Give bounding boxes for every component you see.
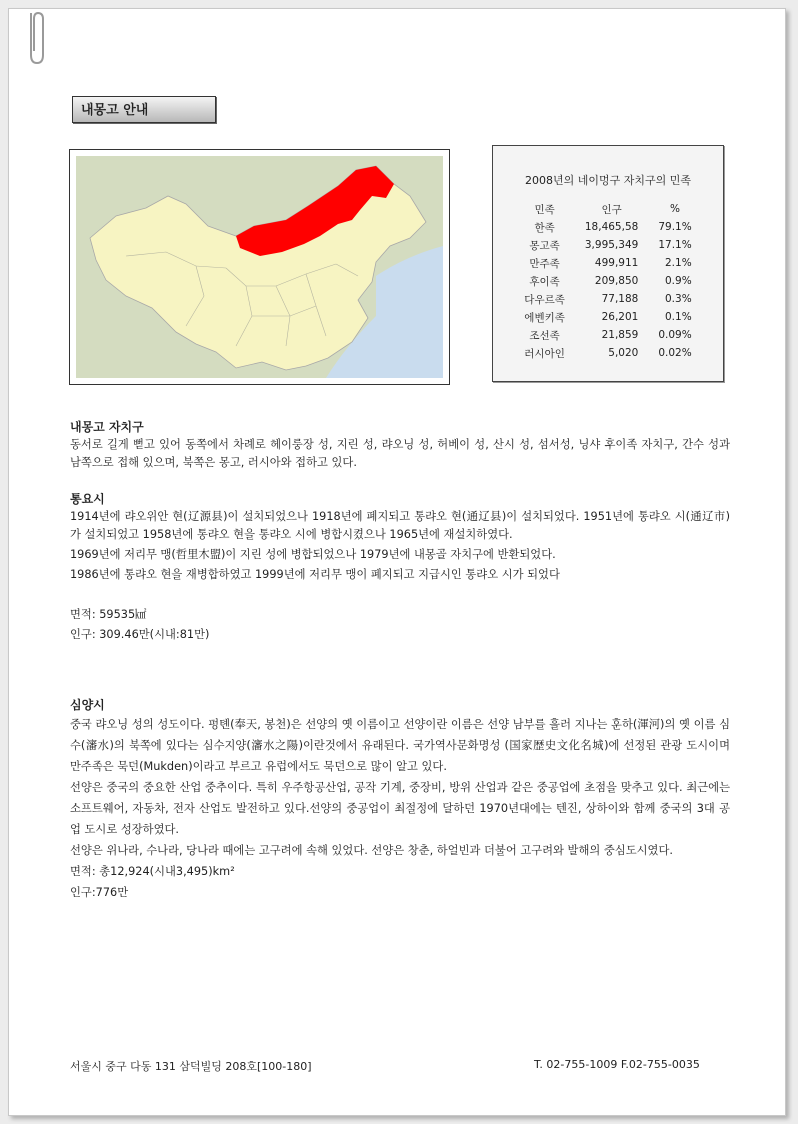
ethnicity-cell: 만주족	[529, 257, 560, 270]
section-body: 동서로 길게 뻗고 있어 동쪽에서 차례로 헤이룽장 성, 지린 성, 랴오닝 성, 허베이 성, 산시 성, 섬서성, 닝샤 후이족 자치구, 간수 성과 남쪽으로 접해 있으며, 북쪽은 몽고, 러시아와 접하고 있다.	[70, 438, 730, 469]
section-shenyang	[70, 696, 730, 903]
section-tongliao	[70, 490, 730, 644]
paragraph: 선양은 중국의 중요한 산업 중추이다. 특히 우주항공산업, 공작 기계, 중장비, 방위 산업과 같은 중공업에 초점을 맞추고 있다. 최근에는 소프트웨어, 자동차, 전자 산업도 발전하고 있다.선양의 중공업이 최절정에 달하던 1970년대에는 텐진, 상하이와 함께 중국의 3대 공업 도시로 성장하였다.	[70, 781, 730, 836]
section-title: 내몽고 자치구	[70, 420, 144, 434]
section-title: 심양시	[70, 698, 105, 712]
ethnic-table	[514, 200, 701, 362]
ethnicity-cell: 후이족	[529, 275, 560, 288]
ethnicity-cell: 몽고족	[529, 239, 560, 252]
section-title: 통요시	[70, 492, 105, 506]
page-heading: 내몽고 안내	[72, 96, 216, 123]
ethnicity-cell: 러시아인	[524, 347, 565, 360]
population-info: 인구: 309.46만(시내:81만)	[70, 628, 210, 641]
table-header-row	[514, 200, 701, 218]
percent-cell: 0.02%	[658, 347, 692, 359]
population-cell: 209,850	[594, 275, 639, 287]
table-row	[514, 308, 701, 326]
ethnicity-cell: 다우르족	[524, 293, 565, 306]
china-map	[69, 149, 450, 385]
paperclip-icon	[23, 9, 47, 69]
ethnic-population-table	[492, 145, 724, 382]
map-illustration	[76, 156, 443, 378]
percent-cell: 0.1%	[665, 311, 692, 323]
table-row	[514, 236, 701, 254]
col-header-population: 인구	[601, 203, 622, 216]
table-row	[514, 218, 701, 236]
area-info: 면적: 59535㎢	[70, 608, 147, 621]
ethnicity-cell: 한족	[534, 221, 555, 234]
percent-cell: 0.3%	[665, 293, 692, 305]
area-info: 면적: 총12,924(시내3,495)km²	[70, 865, 235, 878]
table-row	[514, 344, 701, 362]
col-header-percent: %	[670, 203, 680, 215]
population-cell: 21,859	[601, 329, 639, 341]
percent-cell: 2.1%	[665, 257, 692, 269]
paragraph: 선양은 위나라, 수나라, 당나라 때에는 고구려에 속해 있었다. 선양은 창춘, 하얼빈과 더불어 고구려와 발해의 중심도시였다.	[70, 844, 673, 857]
table-row	[514, 272, 701, 290]
population-cell: 3,995,349	[584, 239, 639, 251]
table-row	[514, 290, 701, 308]
percent-cell: 0.09%	[658, 329, 692, 341]
population-cell: 499,911	[594, 257, 639, 269]
ethnicity-cell: 조선족	[529, 329, 560, 342]
ethnicity-cell: 에벤키족	[524, 311, 565, 324]
percent-cell: 17.1%	[658, 239, 692, 251]
footer-phone: T. 02-755-1009 F.02-755-0035	[534, 1058, 700, 1071]
table-title: 2008년의 네이멍구 자치구의 민족	[525, 174, 691, 187]
table-row	[514, 326, 701, 344]
percent-cell: 79.1%	[658, 221, 692, 233]
paragraph: 중국 랴오닝 성의 성도이다. 펑톈(奉天, 봉천)은 선양의 옛 이름이고 선양이란 이름은 선양 남부를 흘러 지나는 훈하(渾河)의 옛 이름 심수(瀋水)의 북쪽에 있다는 심수지양(瀋水之陽)이란것에서 유래된다. 국가역사문화명성 (国家歴史文化名城)에 선정된 관광 도시이며 만주족은 묵던(Mukden)이라고 부르고 유럽에서도 묵던으로 많이 알고 있다.	[70, 718, 730, 773]
col-header-ethnicity: 민족	[534, 203, 555, 216]
population-cell: 77,188	[601, 293, 639, 305]
section-inner-mongolia	[70, 418, 730, 472]
percent-cell: 0.9%	[665, 275, 692, 287]
paragraph: 1969년에 저리무 맹(哲里木盟)이 지린 성에 병합되었으나 1979년에 내몽골 자치구에 반환되었다.	[70, 548, 556, 561]
paragraph: 1914년에 랴오위안 현(辽源县)이 설치되었으나 1918년에 폐지되고 통랴오 현(通辽县)이 설치되었다. 1951년에 통랴오 시(通辽市)가 설치되었고 1958년에 통랴오 현을 통랴오 시에 병합시켰으나 1965년에 재설치하였다.	[70, 510, 730, 541]
paragraph: 1986년에 통랴오 현을 재병합하였고 1999년에 저리무 맹이 폐지되고 지급시인 통랴오 시가 되었다	[70, 568, 560, 581]
footer-address: 서울시 중구 다동 131 삼덕빌딩 208호[100-180]	[70, 1060, 312, 1073]
population-cell: 18,465,58	[584, 221, 639, 233]
population-info: 인구:776만	[70, 886, 129, 899]
population-cell: 26,201	[601, 311, 639, 323]
table-row	[514, 254, 701, 272]
population-cell: 5,020	[608, 347, 639, 359]
